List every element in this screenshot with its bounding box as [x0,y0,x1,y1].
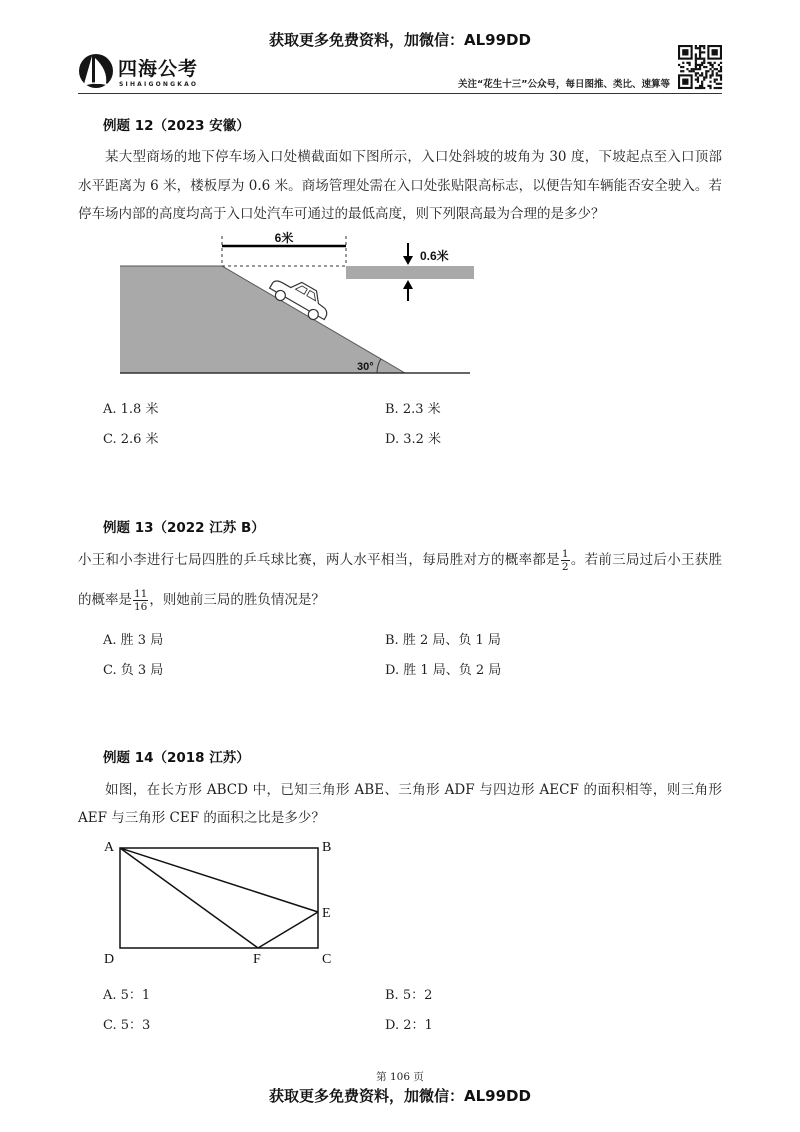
slab-thickness-label: 0.6米 [420,249,449,263]
qr-code [678,45,722,89]
follow-note: 关注“花生十三”公众号，每日图推、类比、速算等 [458,79,670,90]
problem-14-stem: 如图，在长方形 ABCD 中，已知三角形 ABE、三角形 ADF 与四边形 AECF 的面积相等，则三角形 AEF 与三角形 CEF 的面积之比是多少？ [78,782,722,826]
problem-13-stem-part3: ，则她前三局的胜负情况是？ [149,592,325,608]
vertex-label-d: D [104,952,115,967]
problem-12-option-c: C. 2.6 米 [103,432,159,447]
ground-slope [120,266,405,373]
problem-13-stem-part1: 小王和小李进行七局四胜的乒乓球比赛，两人水平相当，每局胜对方的概率都是 [78,552,560,568]
problem-12-title: 例题 12（2023 安徽） [103,118,250,134]
problem-13-option-d: D. 胜 1 局、负 2 局 [385,663,502,678]
problem-13-option-b: B. 胜 2 局、负 1 局 [385,633,501,648]
fraction-denominator: 16 [134,601,148,613]
vertex-label-a: A [104,840,115,855]
point-label-f: F [253,952,261,967]
angle-label: 30° [357,361,374,373]
problem-13-option-c: C. 负 3 局 [103,663,164,678]
top-promo-text: 获取更多免费资料，加微信：AL99DD [269,31,531,49]
slope-diagram [120,230,474,373]
problem-14-option-a: A. 5：1 [103,988,151,1003]
problem-14-title: 例题 14（2018 江苏） [103,750,250,766]
problem-12-option-d: D. 3.2 米 [385,432,442,447]
fraction-numerator: 1 [561,548,569,560]
problem-12-option-a: A. 1.8 米 [103,402,159,417]
problem-12-option-b: B. 2.3 米 [385,402,441,417]
floor-slab [346,266,474,279]
page-number: 第 106 页 [376,1071,424,1083]
segment-ae [120,848,318,912]
logo-pinyin: SIHAIGONGKAO [119,81,199,88]
logo-sail-icon [79,54,113,88]
problem-13-stem-part2: 。若前三局过后小王获胜的概率是 [78,552,723,608]
logo-name: 四海公考 [118,58,199,80]
problem-12-stem: 某大型商场的地下停车场入口处横截面如下图所示，入口处斜坡的坡角为 30 度，下坡起点至入口顶部水平距离为 6 米，楼板厚为 0.6 米。商场管理处需在入口处张贴限高标志，以便告知车辆能否安全驶入。若停车场内部的高度均高于入口处汽车可通过的最低高度，则下列限高最为合理的是多少？ [78,149,722,222]
problem-13-option-a: A. 胜 3 局 [103,633,164,648]
problem-14-option-b: B. 5：2 [385,988,433,1003]
rectangle-abcd [120,848,318,948]
point-label-e: E [322,906,331,921]
bottom-promo-text: 获取更多免费资料，加微信：AL99DD [269,1087,531,1105]
problem-13-title: 例题 13（2022 江苏 B） [103,520,265,536]
distance-label: 6米 [274,231,294,245]
segment-af [120,848,258,948]
fraction-denominator: 2 [561,561,569,573]
vertex-label-c: C [322,952,332,967]
fraction-numerator: 11 [134,588,148,600]
segment-ef [258,912,318,948]
rectangle-diagram [104,840,331,967]
vertex-label-b: B [322,840,332,855]
problem-14-option-d: D. 2：1 [385,1018,433,1033]
problem-14-option-c: C. 5：3 [103,1018,151,1033]
